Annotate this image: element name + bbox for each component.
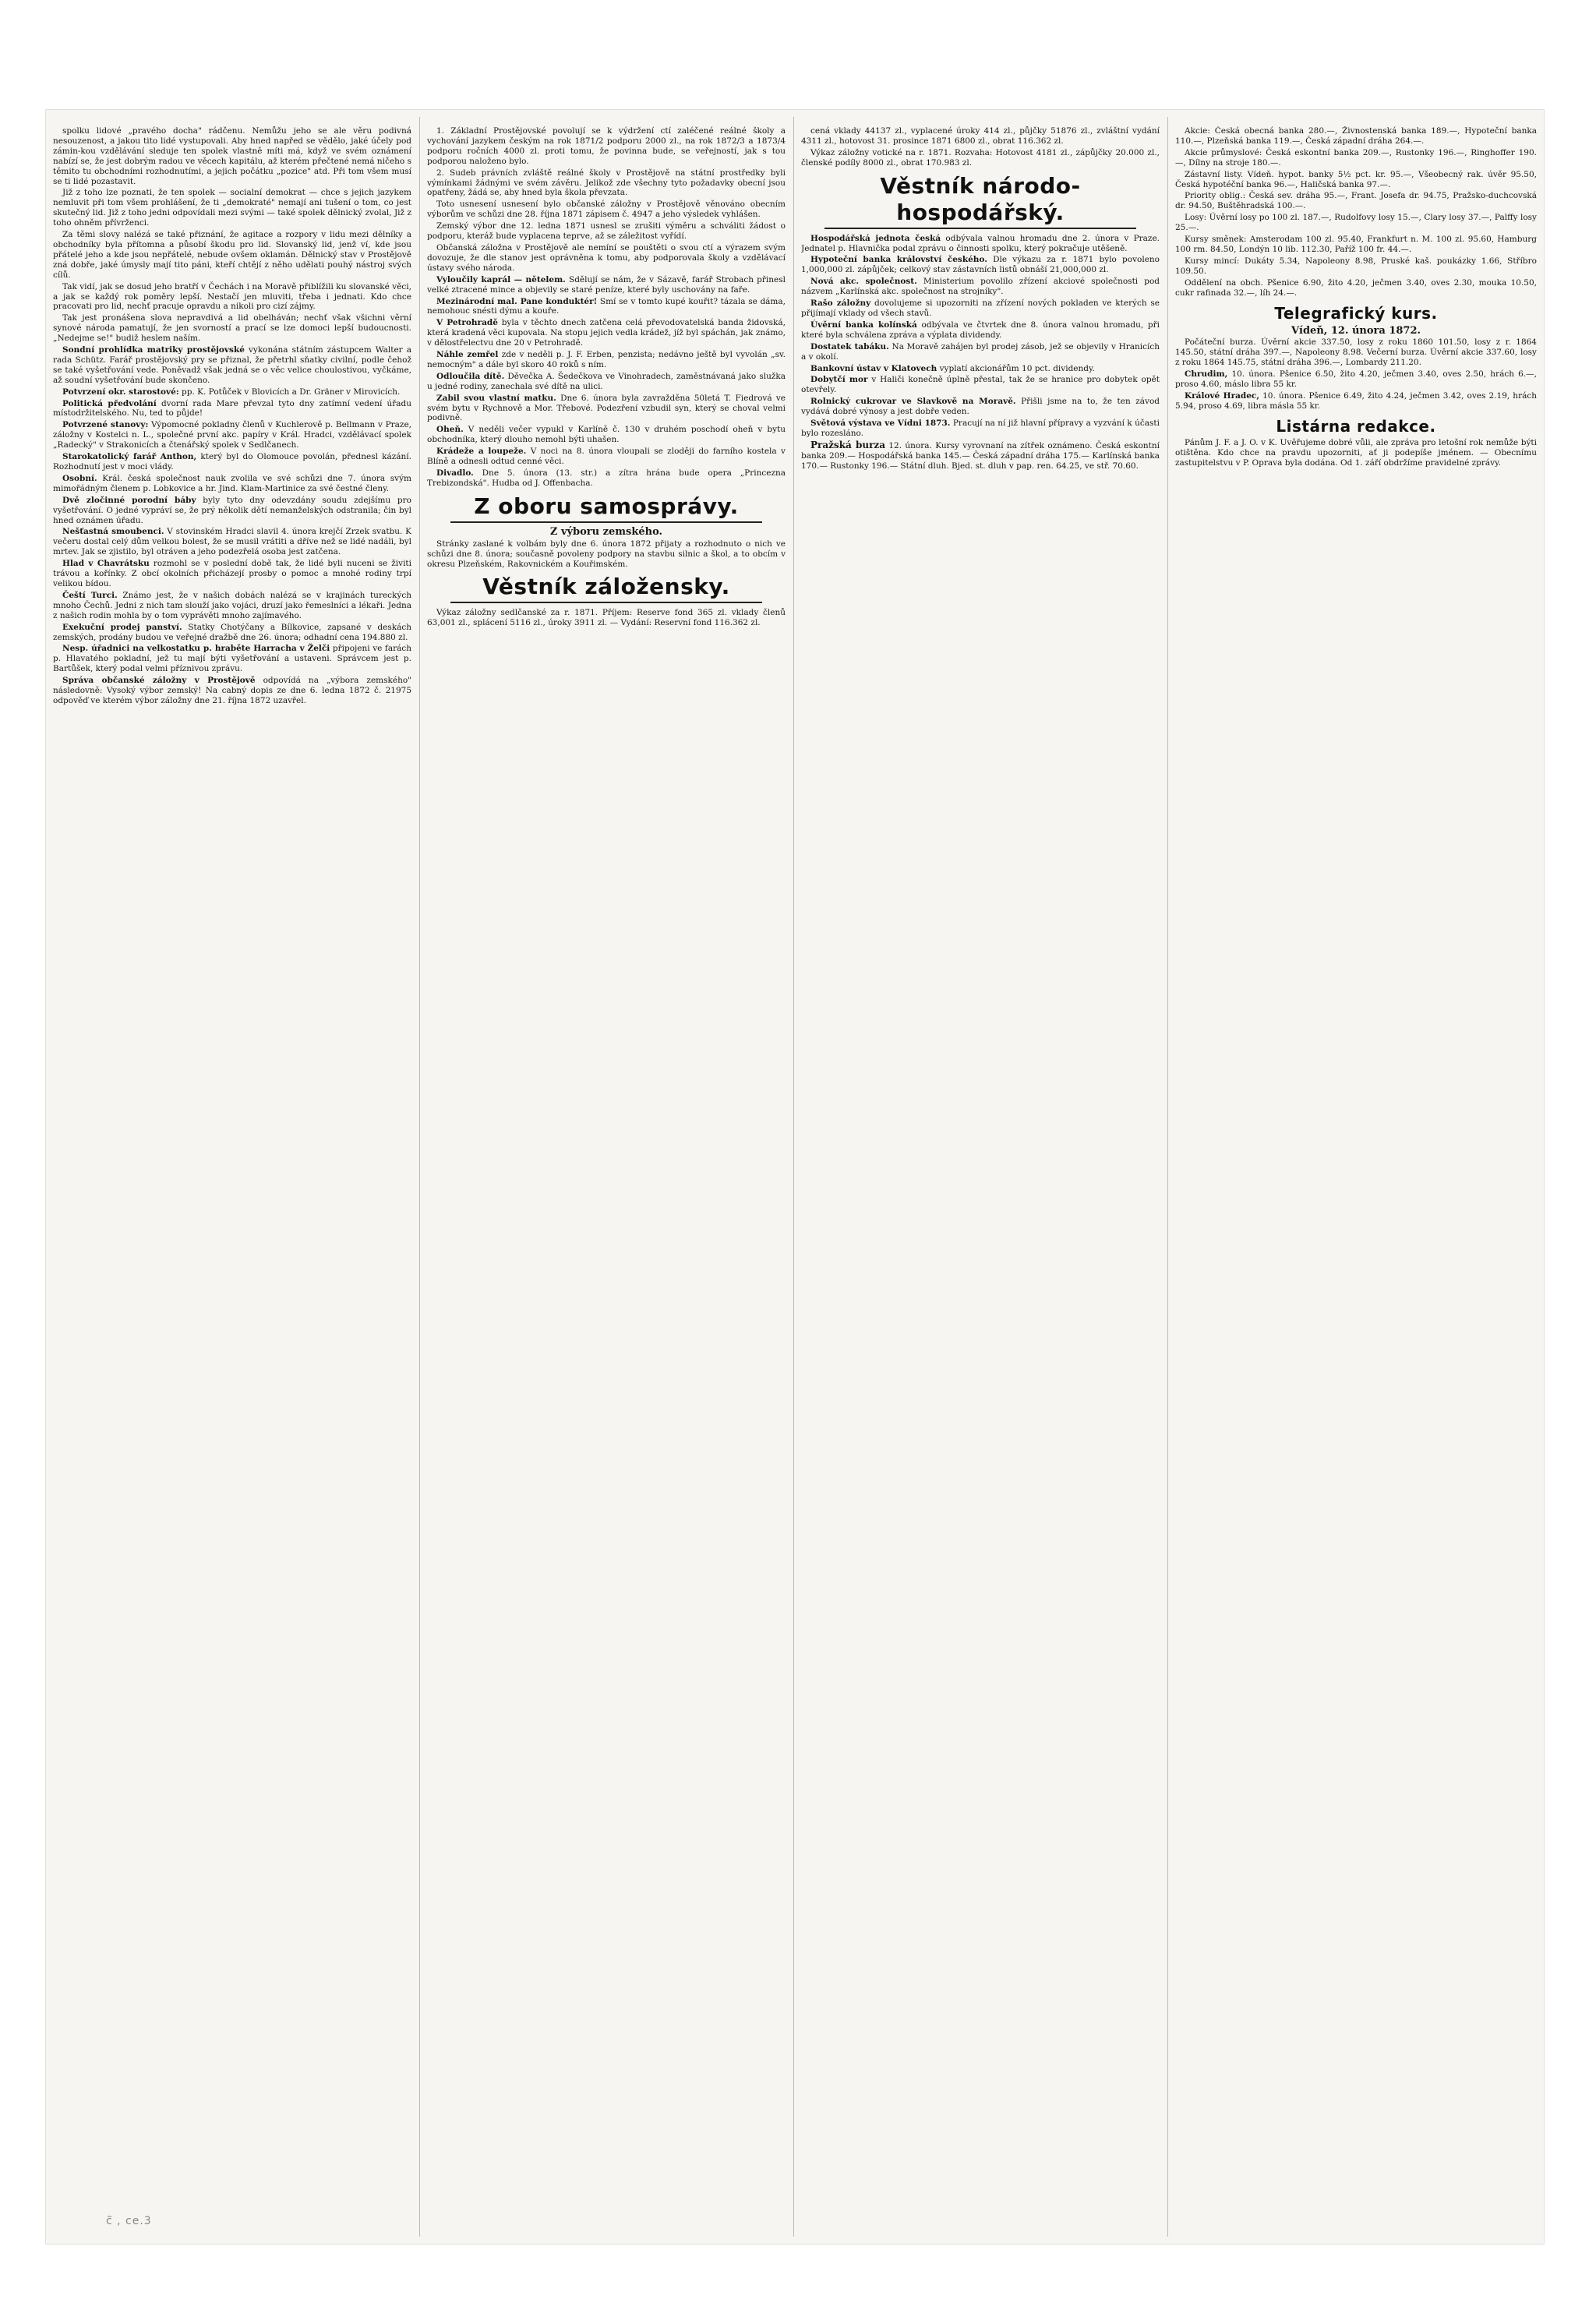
section-divider bbox=[824, 228, 1136, 229]
column-2 bbox=[427, 126, 786, 2229]
news-items bbox=[801, 234, 1160, 439]
news-item-text: Ministerium povolilo zřízení akciové společnosti pod názvem „Karlínská akc. společnost na strojníky". bbox=[801, 277, 1160, 297]
news-item-heading: Rašo záložny bbox=[810, 298, 871, 309]
paragraph: Kursy mincí: Dukáty 5.34, Napoleony 8.98, Pruské kaš. poukázky 1.66, Stříbro 109.50. bbox=[1175, 256, 1537, 276]
news-item bbox=[801, 277, 1160, 297]
paragraph: 2. Sudeb právních zvláště reálné školy v Prostějově na státní prostředky byli výmínkami žádnými ve svém závěru. Jelikož zde všechny tyto požadavky obecní jsou opatřeny, žádá se, aby hned byla škola převzata. bbox=[427, 168, 786, 198]
news-item bbox=[427, 425, 786, 445]
news-item-text: odpovídá na „výbora zemského" následovně: Vysoký výbor zemský! Na cabný dopis ze dne 6. ledna 1872 č. 21975 odpověď ve kterém výbor záložny dne 21. října 1872 uzavřel. bbox=[53, 676, 411, 705]
news-item-heading: Oheň. bbox=[436, 425, 464, 435]
news-item bbox=[53, 387, 411, 397]
news-item-text: Děvečka A. Šedečkova ve Vinohradech, zaměstnávaná jako služka u jedné rodiny, zanechala své dítě na ulici. bbox=[427, 371, 786, 391]
news-item bbox=[427, 318, 786, 348]
news-item bbox=[801, 375, 1160, 395]
burse-text: Kursy vyrovnaní na zítřek oznámeno. Česká eskontní banka 209.— Hospodářská banka 145.— Česká západní dráha 175.— Karlínská banka 170.— Rustonky 196.— Státní dluh. Bjed. st. dluh v pap. ren. 64.25, ve stř. 70.60. bbox=[801, 440, 1160, 471]
news-item-text: Sdělují se nám, že v Sázavě, farář Strobach přinesl velké ztracené mince a objevily se staré peníze, které byly uschovány na faře. bbox=[427, 274, 786, 295]
paragraph: Akcie: Česká obecná banka 280.—, Živnostenská banka 189.—, Hypoteční banka 110.—, Plzeňská banka 119.—, Česká západní dráha 264.—. bbox=[1175, 126, 1537, 146]
news-item-heading: Politická předvolání bbox=[62, 398, 157, 408]
news-item-heading: Nešťastná smoubenci. bbox=[62, 527, 164, 537]
news-item-text: který byl do Olomouce povolán, přednesl kázání. Rozhodnutí jest v moci vlády. bbox=[53, 452, 411, 472]
news-item-heading: Starokatolický farář Anthon, bbox=[62, 452, 197, 462]
news-item bbox=[53, 345, 411, 386]
news-item-text: rozmohl se v poslední době tak, že lidé byli nuceni se živiti trávou a kořínky. Z obcí okolních přicházejí prosby o pomoc a mnohé rodiny trpí velikou bídou. bbox=[53, 559, 411, 588]
column-rule bbox=[1167, 117, 1168, 2237]
news-item-text: dvorní rada Mare převzal tyto dny zatímní vedení úřadu místodržitelského. Nu, ted to půjde! bbox=[53, 398, 411, 419]
news-item bbox=[53, 559, 411, 589]
paragraph: Za těmi slovy nalézá se také přiznání, že agitace a rozpory v lidu mezi dělníky a obchodníky byla přítomna a působí škodu pro lid. Slovanský lid, jenž ví, kde jsou přátelé jeho a kde jsou nepřátelé, nebude ovšem oklamán. Dělnický stav v Prostějově zná dobře, jaké úmysly mají tito páni, kteří chtějí z něho udělati pouhý nástroj svých cílů. bbox=[53, 230, 411, 280]
news-item-text: pp. K. Potůček v Blovicích a Dr. Gräner v Mirovicích. bbox=[182, 387, 401, 397]
paragraph: spolku lidové „pravého docha" rádčenu. Nemůžu jeho se ale věru podivná nesouzenost, a jakou tito lidé vystupovali. Aby hned napřed se vědělo, jaké účely pod zámin-kou vzdělávání sleduje ten spolek vlastně míti má, když ve svém oznámení nabízí se, že jest dobrým radou ve věcech kapitálu, až kterém přečtené nemá ničeho s těmito tu obchodními rozhodnutími, a jejich počátku „pozice" atd. Při tom všem musí se ti lidé pozastavit. bbox=[53, 126, 411, 186]
newspaper-page bbox=[45, 109, 1545, 2245]
news-item-heading: Náhle zemřel bbox=[436, 350, 499, 360]
news-item-text: v Haliči konečně úplně přestal, tak že se hranice pro dobytek opět otevřely. bbox=[801, 375, 1160, 395]
news-item-heading: Krádeže a loupeže. bbox=[436, 447, 527, 457]
paragraph: Tak vidí, jak se dosud jeho bratří v Čechách i na Moravě přiblížili ku slovanské věci, a jak se každý rok poměry lepší. Nestačí jen mluviti, třeba i jednati. Kdo chce pracovati pro lid, nechť pracuje opravdu a nikoli pro cizí zájmy. bbox=[53, 281, 411, 312]
section-title: Listárna redakce. bbox=[1276, 416, 1436, 436]
news-item-heading: V Petrohradě bbox=[436, 318, 498, 328]
paragraph: Akcie průmyslové: Česká eskontní banka 209.—, Rustonky 196.—, Ringhoffer 190.—, Dílny na stroje 180.—. bbox=[1175, 147, 1537, 168]
news-item bbox=[427, 350, 786, 370]
paragraph: Zemský výbor dne 12. ledna 1871 usnesl se zrušiti výměru a schváliti žádost o podporu, kteráž bude vyplacena teprve, až se záležitost vyřídí. bbox=[427, 221, 786, 242]
paragraph: cená vklady 44137 zl., vyplacené úroky 414 zl., půjčky 51876 zl., zvláštní vydání 4311 zl., hotovost 31. prosince 1871 6800 zl., obrat 116.362 zl. bbox=[801, 126, 1160, 146]
news-item-text: zde v neděli p. J. F. Erben, penzista; nedávno ještě byl vyvolán „sv. nemocným" a dále byl skoro 40 roků s ním. bbox=[427, 350, 786, 369]
news-item-heading: Sondní prohlídka matriky prostějovské bbox=[62, 345, 245, 355]
column-3 bbox=[801, 126, 1160, 2229]
news-item bbox=[427, 275, 786, 295]
paragraph: Stránky zaslané k volbám byly dne 6. února 1872 přijaty a rozhodnuto o nich ve schůzi dne 8. února; současně povoleny podpory na stavbu silnic a škol, a to obcím v okresu Plzeňském, Rakovnickém a Kouřimském. bbox=[427, 539, 786, 569]
section-title: Věstník záložensky. bbox=[482, 574, 730, 600]
news-item-text: byla v těchto dnech zatčena celá převodovatelská banda židovská, která kradená věci kupovala. Na stopu jejich vedla krádež, jíž byl spáchán, jak známo, v dělostřelectvu dne 20 v Petrohradě. bbox=[427, 318, 786, 348]
news-item-text: Pracují na ní již hlavní přípravy a vyzvání k účasti bylo rozesláno. bbox=[801, 419, 1160, 438]
news-item-heading: Dostatek tabáku. bbox=[810, 341, 889, 351]
paragraph: Výkaz záložny sedlčanské za r. 1871. Příjem: Reserve fond 365 zl. vklady členů 63,001 zl., splácení 5116 zl., úroky 3911 zl. — Vydání: Reservní fond 116.362 zl. bbox=[427, 608, 786, 628]
news-item-heading: Nesp. úřadnici na velkostatku p. hraběte Harracha v Želči bbox=[62, 644, 330, 654]
news-item-heading: Rolnický cukrovar ve Slavkově na Moravě. bbox=[810, 397, 1016, 407]
news-item-heading: Chrudim, bbox=[1185, 369, 1228, 380]
news-item bbox=[1175, 369, 1537, 390]
news-item-text: Na Moravě zahájen byl prodej zásob, jež se objevily v Hranicích a v okolí. bbox=[801, 341, 1160, 362]
news-item-text: vykonána státním zástupcem Walter a rada Schütz. Farář prostějovský pry se přiznal, že přetrhl sňatky civilní, podle čehož se také vyšetřování vede. Poněvadž však jedná se o věc velice choulostivou, vyčkáme, až soudní vyšetřování bude skončeno. bbox=[53, 345, 411, 385]
news-item-text: V neděli večer vypukl v Karlíně č. 130 v druhém poschodí oheň v bytu obchodníka, který dlouho nemohl býti uhašen. bbox=[427, 425, 786, 445]
news-item bbox=[801, 320, 1160, 341]
news-item-heading: Dobytčí mor bbox=[810, 375, 868, 385]
paragraph: Kursy směnek: Amsterodam 100 zl. 95.40, Frankfurt n. M. 100 zl. 95.60, Hamburg 100 rm. 84.50, Londýn 10 lib. 112.30, Paříž 100 fr. 44.—. bbox=[1175, 235, 1537, 254]
news-items bbox=[53, 345, 411, 706]
news-item-heading: Správa občanské záložny v Prostějově bbox=[62, 676, 256, 686]
subsection-heading: Z výboru zemského. bbox=[549, 525, 663, 538]
news-item-heading: Zabil svou vlastní matku. bbox=[436, 393, 556, 403]
paragraph: Oddělení na obch. Pšenice 6.90, žito 4.20, ječmen 3.40, oves 2.30, mouka 10.50, cukr rafinada 32.—, líh 24.—. bbox=[1175, 277, 1537, 298]
news-item-heading: Nová akc. společnost. bbox=[810, 277, 917, 287]
news-item bbox=[53, 676, 411, 706]
news-item-text: Král. česká společnost nauk zvolila ve své schůzi dne 7. února svým mimořádným členem p. Lobkovice a hr. Jind. Klam-Martinice za své čestné členy. bbox=[53, 473, 411, 493]
news-item-heading: Potvrzení okr. starostové: bbox=[62, 387, 179, 397]
news-item bbox=[427, 468, 786, 489]
news-item bbox=[801, 255, 1160, 275]
paragraph: Losy: Úvěrní losy po 100 zl. 187.—, Rudolfovy losy 15.—, Clary losy 37.—, Palffy losy 25.—. bbox=[1175, 213, 1537, 233]
news-item bbox=[427, 372, 786, 392]
news-item-text: Přišli jsme na to, že ten závod vydává dobré výnosy a jest dobře veden. bbox=[801, 397, 1160, 417]
news-item-text: připojeni ve farách p. Hlavatého pokladní, jež tu mají býti vyšetřování a ustaveni. Správcem jest p. Bartůšek, který podal velmi příznivou zprávu. bbox=[53, 644, 411, 674]
paragraph: Tak jest pronášena slova nepravdivá a lid obelháván; nechť však všichni věrní synové národa pamatují, že jen svorností a prací se lze domoci lepší budoucnosti. „Nedejme se!" budiž heslem naším. bbox=[53, 313, 411, 344]
news-item bbox=[801, 342, 1160, 362]
section-divider bbox=[450, 521, 762, 523]
paragraph: Zástavní listy. Vídeň. hypot. banky 5½ pct. kr. 95.—, Všeobecný rak. úvěr 95.50, Česká hypotéční banka 96.—, Haličská banka 97.—. bbox=[1175, 169, 1537, 189]
paragraph: Toto usnesení usnesení bylo občanské záložny v Prostějově věnováno obecním výborům ve schůzi dne 28. října 1871 zápisem č. 4947 a jeho výsledek vyhlášen. bbox=[427, 200, 786, 220]
news-item bbox=[801, 419, 1160, 439]
market-reports bbox=[1175, 369, 1537, 411]
section-title: Věstník národo-hospodářský. bbox=[880, 172, 1081, 225]
news-item-heading: Čeští Turci. bbox=[62, 590, 118, 600]
news-item bbox=[427, 297, 786, 317]
news-item-heading: Exekuční prodej panství. bbox=[62, 622, 182, 632]
news-item-text: 10. února. Pšenice 6.50, žito 4.20, ječmen 3.40, oves 2.50, hrách 6.—, proso 4.60, máslo libra 55 kr. bbox=[1175, 369, 1537, 390]
news-item-text: Dne 6. února byla zavražděna 50letá T. Fiedrová ve svém bytu v Rychnově a Mor. Třebové. Podezření vzbudil syn, který se choval velmi podivně. bbox=[427, 393, 786, 423]
news-item-heading: Vyloučily kaprál — nětelem. bbox=[436, 274, 566, 284]
column-4 bbox=[1175, 126, 1537, 2229]
paragraph: Občanská záložna v Prostějově ale nemíní se pouštěti o svou ctí a výrazem svým dovozuje, že dle stanov jest oprávněna k tomu, aby podporovala školy a vzdělávací ústavy svého národa. bbox=[427, 242, 786, 273]
news-item bbox=[53, 527, 411, 557]
news-item-heading: Hypoteční banka království českého. bbox=[810, 255, 987, 265]
section-title: Z oboru samosprávy. bbox=[474, 493, 739, 519]
news-item bbox=[427, 447, 786, 467]
paragraph: Pánům J. F. a J. O. v K. Uvěřujeme dobré vůli, ale zpráva pro letošní rok nemůže býti otištěna. Kdo chce na pravdu upozorniti, ať ji podepíše jménem. — Obecnímu zastupitelstvu v P. Oprava byla dodána. Od 1. září obdržíme pravidelné zprávy. bbox=[1175, 437, 1537, 468]
news-item bbox=[53, 452, 411, 472]
news-item-heading: Úvěrní banka kolínská bbox=[810, 320, 917, 330]
news-item bbox=[801, 364, 1160, 374]
news-item-text: Statky Chotýčany a Bílkovice, zapsané v deskách zemských, prodány budou ve veřejné dražbě dne 26. února; odhadní cena 194.880 zl. bbox=[53, 622, 411, 642]
paragraph: Počáteční burza. Úvěrní akcie 337.50, losy z roku 1860 101.50, losy z r. 1864 145.50, státní dráha 397.—, Napoleony 8.98. Večerní burza. Úvěrní akcie 337.60, losy z roku 1864 145.75, státní dráha 396.—, Lombardy 211.20. bbox=[1175, 337, 1537, 368]
news-item-text: Smí se v tomto kupé kouřit? tázala se dáma, nemohouc snésti dýmu a kouře. bbox=[427, 296, 786, 316]
paragraph: Priority oblig.: Česká sev. dráha 95.—, Frant. Josefa dr. 94.75, Pražsko-duchcovská dr. 94.50, Buštěhradská 100.—. bbox=[1175, 191, 1537, 211]
column-1 bbox=[53, 126, 411, 2229]
news-item-text: Dne 5. února (13. str.) a zítra hrána bude opera „Princezna Trebizondská". Hudba od J. Offenbacha. bbox=[427, 468, 786, 488]
news-item-heading: Osobní. bbox=[62, 473, 97, 483]
news-item-text: V noci na 8. února vloupali se zloději do farního kostela v Blíně a odnesli odtud cenné věci. bbox=[427, 447, 786, 467]
news-item bbox=[1175, 391, 1537, 411]
news-item-text: odbývala ve čtvrtek dne 8. února valnou hromadu, při které byla schválena zpráva a výplata dividendy. bbox=[801, 320, 1160, 340]
news-item bbox=[53, 420, 411, 450]
news-item-heading: Dvě zločinné porodní báby bbox=[62, 495, 196, 505]
news-item bbox=[801, 234, 1160, 254]
section-divider bbox=[450, 602, 762, 603]
news-item bbox=[53, 623, 411, 643]
news-item bbox=[53, 591, 411, 621]
news-item bbox=[53, 496, 411, 526]
news-item-text: Výpomocné pokladny členů v Kuchlerově p. Bellmann v Praze, záložny v Kostelci n. L., společné první akc. papíry v Král. Hradci, vzdělávací spolek „Radecký" v Strakonicích a čtenářský spolek v Sedlčanech. bbox=[53, 420, 411, 450]
news-item-text: byly tyto dny odevzdány soudu zdejšímu pro vyšetřování. O jedné vypráví se, že prý několik dětí nemanželských odstranila; čin byl hned oznámen úřadu. bbox=[53, 495, 411, 525]
paragraph: Již z toho lze poznati, že ten spolek — socialní demokrat — chce s jejich jazykem nemluvit při tom všem prohlášení, že ti „demokraté" nemají ani tušení o tom, co jest skutečný lid. Již z toho jedni odpovídali mezi svými — také spolek dělnický zvolal, Již z toho ohněm přívrženci. bbox=[53, 188, 411, 228]
news-item-text: Známo jest, že v našich dobách nalézá se v krajinách tureckých mnoho Čechů. Jedni z nich tam slouží jako vojáci, druzí jako řemeslníci a lékaři. Jedna z našich rodin mohla by o tom vyprávěti mnoho zajímavého. bbox=[53, 590, 411, 620]
column-rule bbox=[419, 117, 420, 2237]
archive-stamp: c̃ , ce.3 bbox=[106, 2215, 152, 2227]
news-item bbox=[53, 644, 411, 674]
news-item-text: odbývala valnou hromadu dne 2. února v Praze. Jednatel p. Hlavnička podal zprávu o činnosti spolku, který pokračuje utěšeně. bbox=[801, 233, 1160, 253]
section-title: Telegrafický kurs. bbox=[1274, 303, 1438, 323]
news-item-heading: Divadlo. bbox=[436, 468, 474, 478]
news-item-heading: Odloučila dítě. bbox=[436, 371, 505, 381]
news-item-heading: Hospodářská jednota česká bbox=[810, 233, 941, 243]
news-item bbox=[801, 298, 1160, 319]
news-item bbox=[801, 397, 1160, 417]
news-item-text: 10. února. Pšenice 6.49, žito 4.24, ječmen 3.42, oves 2.19, hrách 5.94, proso 4.69, libra másla 55 kr. bbox=[1175, 390, 1537, 411]
burse-paragraph bbox=[801, 440, 1160, 472]
paragraph: 1. Základní Prostějovské povolují se k výdržení ctí zaléčené reálné školy a vychování jazykem českým na rok 1871/2 podporu 2000 zl., na rok 1872/3 a 1873/4 podporu ročních 4000 zl. proti tomu, že povinna bude, se veřejností, jak s tou podporou naloženo bylo. bbox=[427, 126, 786, 166]
news-item bbox=[53, 474, 411, 494]
news-item-heading: Bankovní ústav v Klatovech bbox=[810, 363, 937, 373]
news-item-text: dovolujeme si upozorniti na zřízení nových pokladen ve kterých se přijímají vklady od všech stavů. bbox=[801, 298, 1160, 318]
news-item-text: vyplatí akcionářům 10 pct. dividendy. bbox=[939, 363, 1095, 373]
burse-date: 12. února. bbox=[888, 440, 932, 450]
news-item bbox=[427, 394, 786, 424]
news-item-heading: Mezinárodní mal. Pane konduktér! bbox=[436, 296, 598, 306]
burse-heading: Pražská burza bbox=[810, 439, 885, 450]
news-item-heading: Potvrzené stanovy: bbox=[62, 420, 149, 430]
telegraph-date: Vídeň, 12. února 1872. bbox=[1291, 324, 1421, 337]
news-item-heading: Králové Hradec, bbox=[1185, 390, 1259, 401]
news-item-heading: Hlad v Chavrátsku bbox=[62, 559, 150, 569]
paragraph: Výkaz záložny votické na r. 1871. Rozvaha: Hotovost 4181 zl., zápůjčky 20.000 zl., členské podíly 8000 zl., obrat 170.983 zl. bbox=[801, 147, 1160, 168]
news-item bbox=[53, 399, 411, 419]
column-rule bbox=[793, 117, 794, 2237]
news-items bbox=[427, 275, 786, 489]
news-item-heading: Světová výstava ve Vídni 1873. bbox=[810, 419, 951, 429]
news-item-text: V stovinském Hradci slavil 4. února krejčí Zrzek svatbu. K večeru dostal celý dům velkou bolest, že se musil vrátiti a dříve než se lidé nadáli, byl mrtev. Jak se zjistilo, byl otráven a jeho podezřelá osoba jest zatčena. bbox=[53, 527, 411, 557]
news-item-text: Dle výkazu za r. 1871 bylo povoleno 1,000,000 zl. zápůjček; celkový stav zástavních listů obnáší 21,000,000 zl. bbox=[801, 255, 1160, 275]
